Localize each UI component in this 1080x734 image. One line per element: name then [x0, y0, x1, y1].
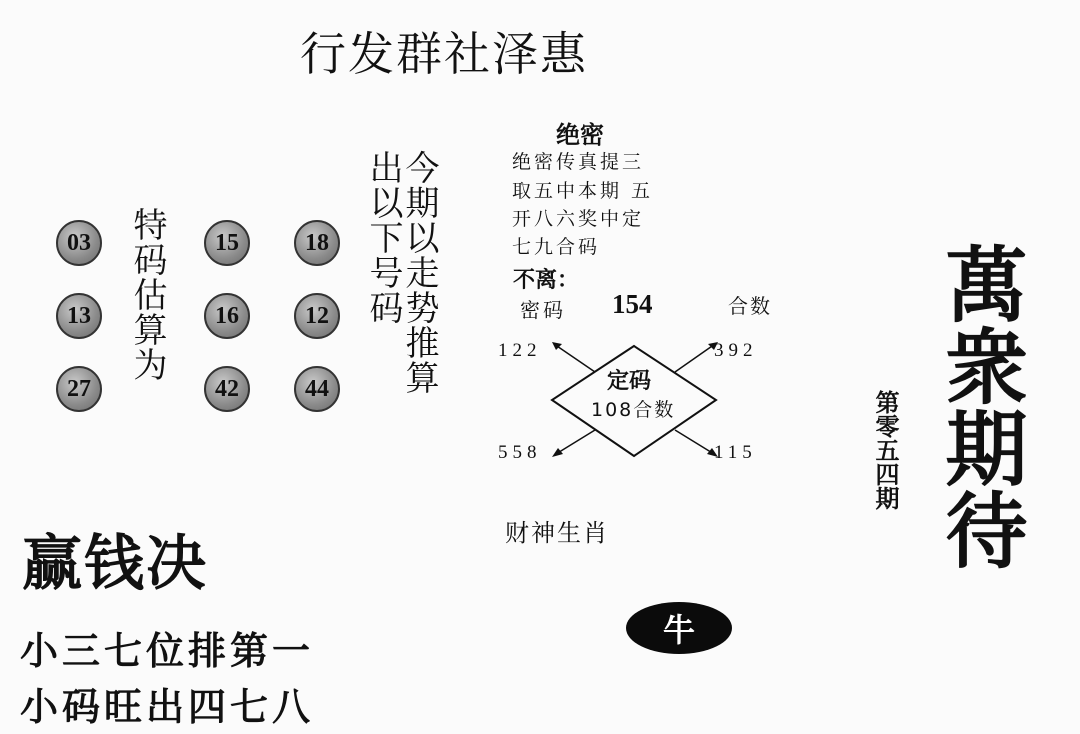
number-ball: 15: [204, 220, 250, 266]
caishen-label: 财神生肖: [505, 519, 609, 547]
arrow-head: [552, 448, 563, 457]
arrow-bottom-right: [675, 430, 714, 454]
secret-heading: 绝密: [556, 121, 604, 149]
arrow-bottom-left: [556, 430, 595, 454]
number-ball: 12: [294, 293, 340, 339]
diamond-sub: 108合数: [591, 399, 676, 421]
vertical-text-chu: 出以下号码: [363, 150, 403, 325]
mima-label: 密码: [520, 298, 566, 322]
number-ball: 16: [204, 293, 250, 339]
diamond-title: 定码: [607, 369, 652, 394]
number-top-left: 122: [498, 340, 542, 361]
secret-line: 取五中本期 五: [512, 180, 654, 202]
vertical-text-jinqi: 今期以走势推算: [399, 150, 439, 395]
number-ball: 27: [56, 366, 102, 412]
number-ball: 18: [294, 220, 340, 266]
heshu-label: 合数: [728, 294, 772, 318]
arrow-top-right: [675, 344, 715, 372]
secret-line: 开八六奖中定: [512, 208, 645, 230]
arrow-top-left: [554, 344, 595, 372]
secret-line: 绝密传真提三: [512, 151, 645, 173]
yingqian-title: 赢钱决: [22, 529, 208, 599]
page-title: 行发群社泽惠: [300, 27, 588, 81]
zodiac-badge: 牛: [626, 602, 732, 654]
vertical-text-tema: 特码估算为: [127, 207, 167, 382]
number-ball: 42: [204, 366, 250, 412]
mima-value: 154: [612, 289, 653, 319]
number-bottom-right: 115: [714, 442, 757, 463]
slogan-line: 小码旺出四七八: [20, 685, 315, 729]
buli-label: 不离：: [513, 268, 580, 293]
number-ball: 44: [294, 366, 340, 412]
secret-line: 七九合码: [512, 236, 601, 258]
issue-number: 第零五四期: [871, 390, 900, 510]
wanzhong-qidai: 萬衆期待: [932, 242, 1028, 570]
number-ball: 13: [56, 293, 102, 339]
number-top-right: 392: [714, 340, 758, 361]
number-bottom-left: 558: [498, 442, 542, 463]
slogan-line: 小三七位排第一: [20, 629, 315, 673]
number-ball: 03: [56, 220, 102, 266]
